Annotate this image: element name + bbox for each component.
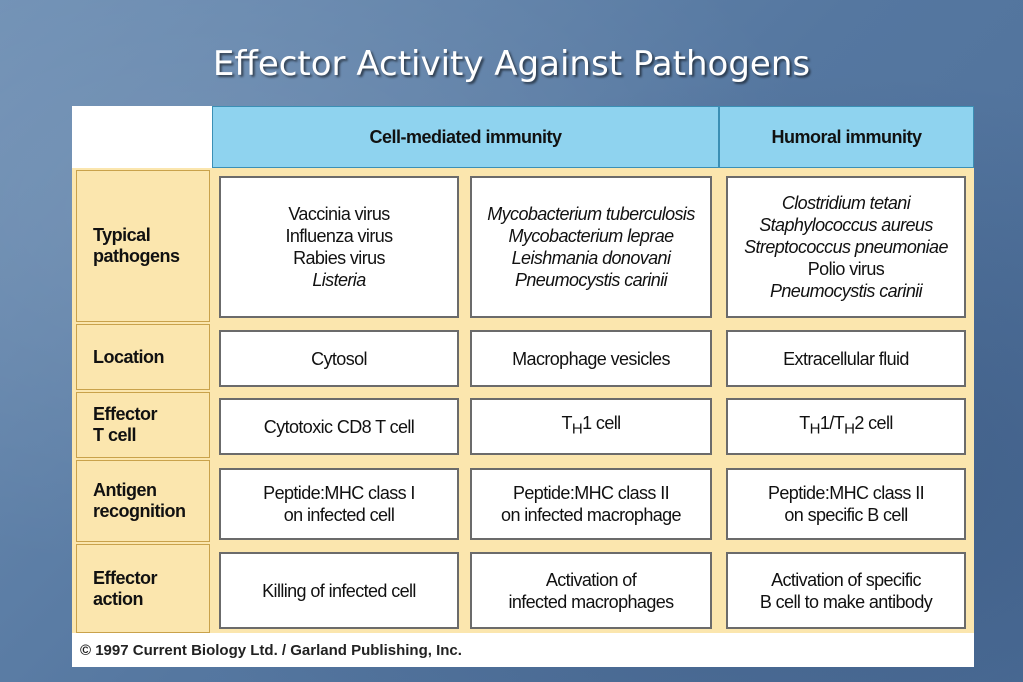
table-cell-humoral [726, 176, 966, 318]
cell-text-line: Rabies virus [293, 248, 385, 268]
cell-text-line: Streptococcus pneumoniae [744, 237, 948, 257]
cell-text-line: Leishmania donovani [511, 248, 671, 268]
table-cell-cell-mediated-cytosol [219, 552, 459, 629]
row-header [76, 460, 210, 542]
row-header-line: Typical [93, 225, 151, 245]
table-cell-cell-mediated-vesicle [470, 330, 712, 387]
cell-text-line: Activation of specific [771, 569, 921, 590]
cell-text-line: Mycobacterium leprae [508, 226, 674, 246]
cell-text-line: Clostridium tetani [781, 193, 911, 213]
effector-table-figure [72, 106, 974, 667]
table-cell-humoral [726, 398, 966, 455]
cell-text-line: on specific B cell [784, 505, 908, 525]
table-cell-cell-mediated-cytosol [219, 398, 459, 455]
cell-text-line: on infected cell [283, 505, 395, 525]
table-cell-cell-mediated-cytosol [219, 330, 459, 387]
cell-text-line: Mycobacterium tuberculosis [487, 204, 695, 224]
cell-text-line: Peptide:MHC class I [263, 483, 415, 503]
cell-text-line: Extracellular fluid [783, 348, 909, 369]
row-header-line: action [93, 588, 144, 609]
cell-text-line: $T_H1/T_H2$ cell [799, 413, 893, 438]
cell-text-line: Listeria [312, 270, 366, 290]
cell-text-line: infected macrophages [508, 591, 674, 612]
row-header-line: Effector [93, 567, 158, 588]
row-header-line: T cell [93, 425, 137, 445]
cell-text-line: Killing of infected cell [262, 580, 416, 601]
header-cell-mediated: Cell-mediated immunity [212, 106, 719, 168]
cell-text-line: Cytosol [311, 348, 367, 369]
cell-text-line: $T_H1$ cell [561, 413, 621, 438]
cell-text-line: Polio virus [807, 259, 885, 279]
row-header [76, 544, 210, 633]
table-cell-cell-mediated-vesicle [470, 176, 712, 318]
table-cell-cell-mediated-cytosol [219, 468, 459, 540]
cell-text-line: Activation of [545, 569, 637, 590]
cell-text-line: on infected macrophage [501, 505, 681, 525]
cell-text-line: Vaccinia virus [288, 204, 390, 224]
table-cell-cell-mediated-vesicle [470, 552, 712, 629]
row-header-line: Antigen [93, 480, 157, 500]
cell-text-line: Peptide:MHC class II [767, 483, 925, 503]
table-cell-cell-mediated-vesicle [470, 398, 712, 455]
cell-text-line: Staphylococcus aureus [759, 215, 933, 235]
cell-text-line: Cytotoxic CD8 T cell [263, 416, 415, 437]
row-header-line: pathogens [93, 246, 180, 266]
table-cell-humoral [726, 330, 966, 387]
cell-text-line: Influenza virus [285, 226, 393, 246]
row-header [76, 392, 210, 458]
cell-text-line: Pneumocystis carinii [514, 270, 668, 290]
table-cell-humoral [726, 468, 966, 540]
row-header-line: recognition [93, 501, 186, 521]
table-cell-humoral [726, 552, 966, 629]
header-humoral: Humoral immunity [719, 106, 974, 168]
cell-text-line: Pneumocystis carinii [769, 281, 923, 301]
row-header [76, 324, 210, 390]
copyright-notice: © 1997 Current Biology Ltd. / Garland Publishing, Inc. [80, 642, 462, 659]
cell-text-line: Peptide:MHC class II [512, 483, 670, 503]
row-header-line: Effector [93, 404, 158, 424]
row-header-line: Location [93, 346, 164, 367]
table-cell-cell-mediated-vesicle [470, 468, 712, 540]
row-header [76, 170, 210, 322]
cell-text-line: B cell to make antibody [759, 591, 933, 612]
header-blank-corner [72, 106, 212, 168]
slide-title: Effector Activity Against Pathogens [212, 44, 811, 84]
cell-text-line: Macrophage vesicles [512, 348, 670, 369]
table-cell-cell-mediated-cytosol [219, 176, 459, 318]
